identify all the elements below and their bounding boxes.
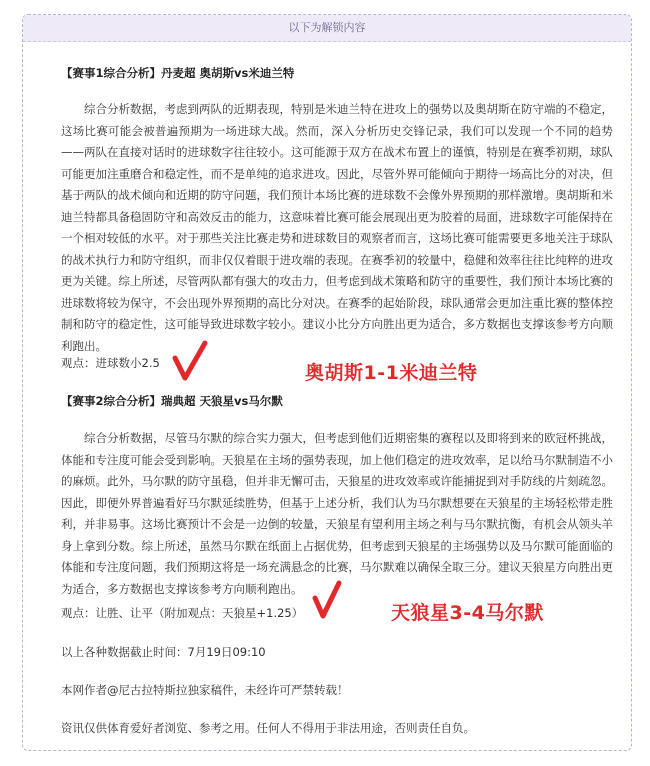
copyright-notice: 本网作者@尼古拉特斯拉独家稿件，未经许可严禁转载！ [61,683,349,697]
check-mark-icon [312,580,342,620]
match2-heading: 【赛事2综合分析】瑞典超 天狼星vs马尔默 [61,394,283,408]
data-cutoff-time: 以上各种数据截止时间：7月19日09:10 [61,645,266,659]
disclaimer: 资讯仅供体育爱好者浏览、参考之用。任何人不得用于非法用途，否则责任自负。 [61,721,475,735]
match1-heading: 【赛事1综合分析】丹麦超 奥胡斯vs米迪兰特 [61,66,295,80]
check-mark-icon [172,340,208,382]
match1-result-stamp: 奥胡斯1-1米迪兰特 [305,362,478,384]
match2-result-stamp: 天狼星3-4马尔默 [391,602,544,624]
match2-analysis: 综合分析数据，尽管马尔默的综合实力强大，但考虑到他们近期密集的赛程以及即将到来的欧冠杯挑战，体能和专注度可能会受到影响。天狼星在主场的强势表现，加上他们稳定的进攻效率，足以给马尔默制造不小的麻烦。此外，马尔默的防守虽稳，但并非无懈可击，天狼星的进攻效率或许能捕捉到对手防线的片刻疏忽。因此，即便外界普遍看好马尔默延续胜势，但基于上述分析，我们认为马尔默想要在天狼星的主场轻松带走胜利，并非易事。这场比赛预计不会是一边倒的较量，天狼星有望利用主场之利与马尔默抗衡，有机会从领头羊身上拿到分数。综上所述，虽然马尔默在纸面上占据优势，但考虑到天狼星的主场强势以及马尔默可能面临的体能和专注度问题，我们预期这将是一场充满悬念的比赛，马尔默难以确保全取三分。建议天狼星方向胜出更为适合，多方数据也支撑该参考方向顺利跑出。 [61,431,613,596]
unlock-banner: 以下为解锁内容 [23,15,631,42]
match2-view: 观点：让胜、让平（附加观点：天狼星+1.25） [61,606,304,620]
match1-view: 观点：进球数小2.5 [61,356,160,370]
match1-analysis: 综合分析数据，考虑到两队的近期表现，特别是米迪兰特在进攻上的强势以及奥胡斯在防守端的不稳定，这场比赛可能会被普遍预期为一场进球大战。然而，深入分析历史交锋记录，我们可以发现一个不同的趋势——两队在直接对话时的进球数字往往较小。这可能源于双方在战术布置上的谨慎，特别是在赛季初期，球队可能更加注重磨合和稳定性，而不是单纯的追求进攻。因此，尽管外界可能倾向于期待一场高比分的对决，但基于两队的战术倾向和近期的防守问题，我们预计本场比赛的进球数不会像外界预期的那样激增。奥胡斯和米迪兰特都具备稳固防守和高效反击的能力，这意味着比赛可能会展现出更为胶着的局面，进球数字可能保持在一个相对较低的水平。对于那些关注比赛走势和进球数目的观察者而言，这场比赛可能需要更多地关注于球队的战术执行力和防守组织，而非仅仅着眼于进攻端的表现。在赛季初的较量中，稳健和效率往往比纯粹的进攻更为关键。综上所述，尽管两队都有强大的攻击力，但考虑到战术策略和防守的重要性，我们预计本场比赛的进球数将较为保守，不会出现外界预期的高比分对决。在赛季的起始阶段，球队通常会更加注重比赛的整体控制和防守的稳定性，这可能导致进球数字较小。建议小比分方向胜出更为适合，多方数据也支撑该参考方向顺利跑出。 [61,102,613,353]
